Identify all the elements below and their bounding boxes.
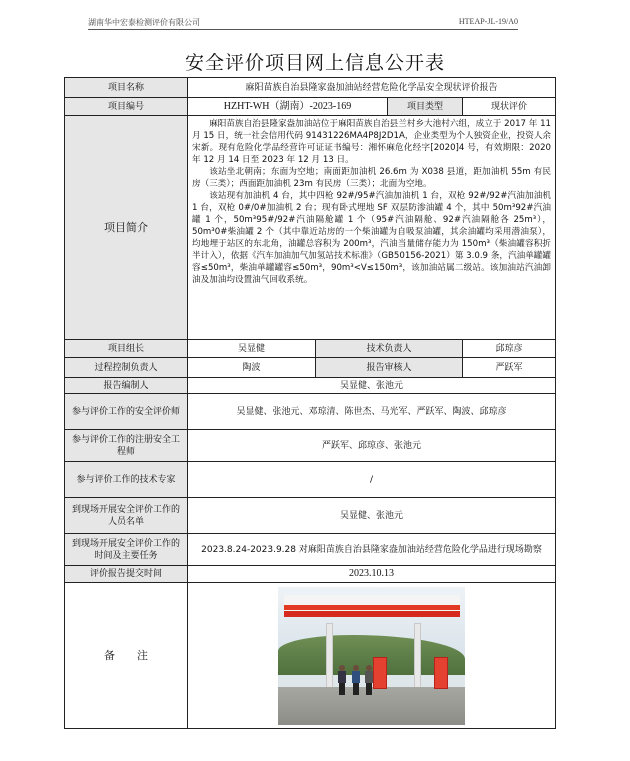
submit-label: 评价报告提交时间 (65, 566, 188, 583)
process-value: 陶波 (188, 358, 316, 378)
site-time-label: 到现场开展安全评价工作的时间及主要任务 (65, 534, 188, 566)
experts-label: 参与评价工作的技术专家 (65, 462, 188, 498)
row-experts (65, 462, 556, 498)
person-figure (338, 665, 346, 695)
project-type-label: 项目类型 (388, 98, 463, 116)
row-evaluators (65, 394, 556, 430)
row-site-time (65, 534, 556, 566)
evaluators-label: 参与评价工作的安全评价师 (65, 394, 188, 430)
site-staff-label: 到现场开展安全评价工作的人员名单 (65, 498, 188, 534)
site-time-value: 2023.8.24-2023.9.28 对麻阳苗族自治县隆家盎加油站经营危险化学品进行现场勘察 (188, 534, 556, 566)
document-code: HTEAP-JL-19/A0 (458, 17, 518, 26)
project-no-value: HZHT-WH（湖南）-2023-169 (188, 98, 388, 116)
row-process (65, 358, 556, 378)
row-writer (65, 378, 556, 394)
page-header (88, 14, 518, 30)
company-name: 湖南华中宏泰检测评价有限公司 (88, 18, 200, 27)
engineers-label: 参与评价工作的注册安全工程师 (65, 430, 188, 462)
engineers-value: 严跃军、邱琼彦、张池元 (188, 430, 556, 462)
site-staff-value: 吴显健、张池元 (188, 498, 556, 534)
intro-text (188, 116, 556, 340)
project-type-value: 现状评价 (463, 98, 556, 116)
row-engineers (65, 430, 556, 462)
project-name-value: 麻阳苗族自治县隆家盎加油站经营危险化学品安全现状评价报告 (188, 78, 556, 98)
writer-label: 报告编制人 (65, 378, 188, 394)
row-site-staff (65, 498, 556, 534)
row-project-name (65, 78, 556, 98)
process-label: 过程控制负责人 (65, 358, 188, 378)
remarks-value (188, 583, 556, 729)
leader-label: 项目组长 (65, 340, 188, 358)
leader-value: 吴显健 (188, 340, 316, 358)
info-table (64, 77, 556, 729)
person-figure (352, 665, 360, 695)
reviewer-value: 严跃军 (463, 358, 556, 378)
intro-paragraph-2: 该站坐北朝南；东面为空地；南面距加油机 26.6m 为 X038 县道，距加油机 55m 有民房（三类）；西面距加油机 23m 有民房（三类）；北面为空地。 (192, 167, 552, 189)
row-remarks (65, 583, 556, 729)
project-name-label: 项目名称 (65, 78, 188, 98)
intro-paragraph-3: 该站现有加油机 4 台，其中四枪 92#/95#汽油加油机 1 台，双枪 92#/92#汽油加油机 1 台，双枪 0#/0#加油机 2 台；现有卧式埋地 SF 双层防渗油罐 4 个，其中 50m³92#汽油罐 1 个，50m³95#/92#汽油隔舱罐 1 个（95#汽油隔舱、92#汽油隔舱各 25m³），50m³0#柴油罐 2 个（其中靠近站房的一个柴油罐为自吸泵油罐，其余油罐均采用潜油泵），均地埋于站区的东北角，油罐总容积为 200m³，汽油当量储存能力为 150m³（柴油罐容积折半计入），依据《汽车加油加气加氢站技术标准》（GB50156-2021）第 3.0.9 条，汽油单罐罐容≤50m³，柴油单罐罐容≤50m³，90m³<V≤150m³，该加油站属二级站。该加油站汽油卸油及加油均设置油气回收系统。 (192, 191, 552, 285)
tech-label: 技术负责人 (316, 340, 463, 358)
row-submit (65, 566, 556, 583)
remarks-label: 备 注 (65, 583, 188, 729)
gas-station-photo (278, 587, 465, 725)
experts-value: / (188, 462, 556, 498)
row-project-no (65, 98, 556, 116)
project-no-label: 项目编号 (65, 98, 188, 116)
row-leader (65, 340, 556, 358)
page-title: 安全评价项目网上信息公开表 (184, 52, 445, 74)
submit-value: 2023.10.13 (188, 566, 556, 583)
writer-value: 吴显健、张池元 (188, 378, 556, 394)
reviewer-label: 报告审核人 (316, 358, 463, 378)
intro-label: 项目简介 (65, 116, 188, 340)
evaluators-value: 吴显健、张池元、邓琼清、陈世杰、马光军、严跃军、陶波、邱琼彦 (188, 394, 556, 430)
tech-value: 邱琼彦 (463, 340, 556, 358)
intro-paragraph-1: 麻阳苗族自治县隆家盎加油站位于麻阳苗族自治县兰村乡大池村六组，成立于 2017 年 11 月 15 日，统一社会信用代码 91431226MA4P8J2D1A，企业类型为个人独资企业，投资人余宋新。现有危险化学品经营许可证证书编号：湘怀麻危化经字[2020]4 号，有效期限：2020 年 12 月 14 日至 2023 年 12 月 13 日。 (192, 119, 552, 165)
row-intro (65, 116, 556, 340)
person-figure (365, 665, 373, 695)
